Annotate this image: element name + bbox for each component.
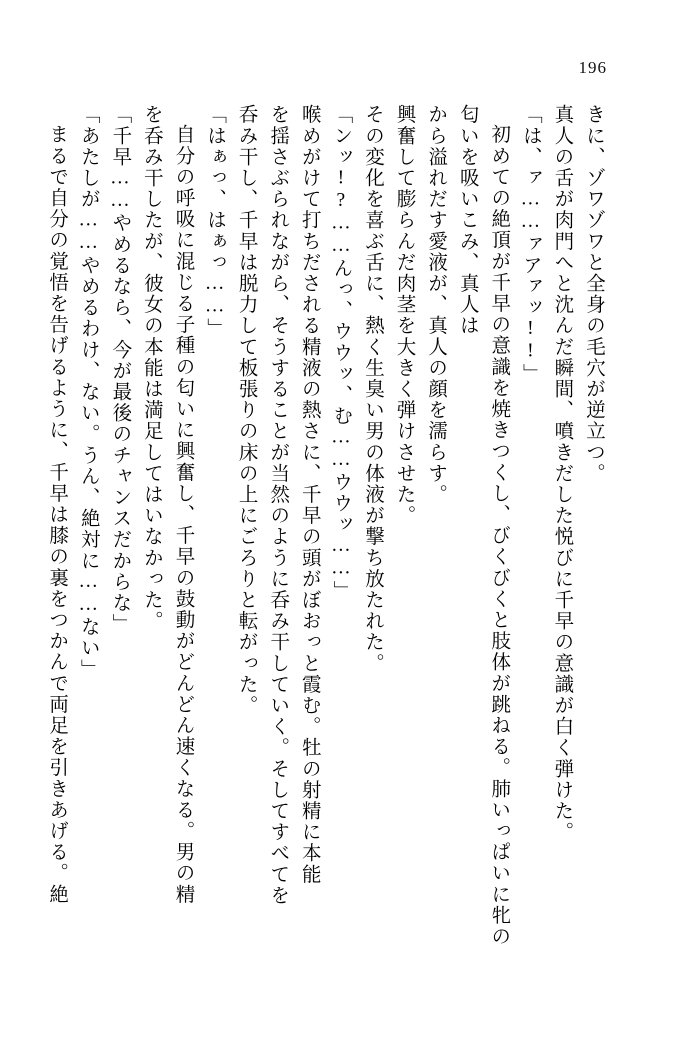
paragraph: 「千早……やめるなら、今が最後のチャンスだからな」 (109, 104, 131, 635)
paragraph: 自分の呼吸に混じる子種の匂いに興奮し、千早の鼓動がどんどん速くなる。男の精 (172, 123, 194, 905)
paragraph: 呑み干し、千早は脱力して板張りの床の上にごろりと転がった。 (235, 104, 257, 716)
paragraph: きに、ゾワゾワと全身の毛穴が逆立つ。 (583, 104, 604, 484)
paragraph: 「あたしが……やめるわけ、ない。うん、絶対に……ない」 (77, 104, 99, 680)
page-number: 196 (578, 58, 607, 77)
paragraph: を呑み干したが、彼女の本能は満足してはいなかった。 (140, 104, 162, 632)
body-text (46, 104, 609, 964)
paragraph: その変化を喜ぶ舌に、熱く生臭い男の体液が撃ち放たれた。 (361, 104, 383, 674)
paragraph: から溢れだす愛液が、真人の顔を濡らす。 (425, 104, 447, 505)
paragraph: 興奮して膨らんだ肉茎を大きく弾けさせた。 (393, 104, 415, 526)
paragraph: 真人の舌が肉門へと沈んだ瞬間、噴きだした悦びに千早の意識が白く弾けた。 (551, 104, 573, 843)
paragraph: 喉めがけて打ちだされる精液の熱さに、千早の頭がぼおっと霞む。牡の射精に本能 (298, 104, 320, 885)
paragraph: まるで自分の覚悟を告げるように、千早は膝の裏をつかんで両足を引きあげる。絶 (46, 123, 68, 905)
paragraph: を揺さぶられながら、そうすることが当然のように呑み干していく。そしてすべてを (267, 104, 289, 906)
paragraph: 「はぁっ、はぁっ……」 (204, 104, 226, 340)
paragraph: 初めての絶頂が千早の意識を焼きつくし、びくびくと肢体が跳ねる。肺いっぱいに牝の匂いを吸いこみ、真人は (456, 104, 510, 947)
paragraph: 「は、ァ……ァアァッ!!」 (519, 104, 541, 385)
paragraph: 「ンッ!?……んっ、ウウッ、む……ウウッ……」 (330, 104, 352, 602)
